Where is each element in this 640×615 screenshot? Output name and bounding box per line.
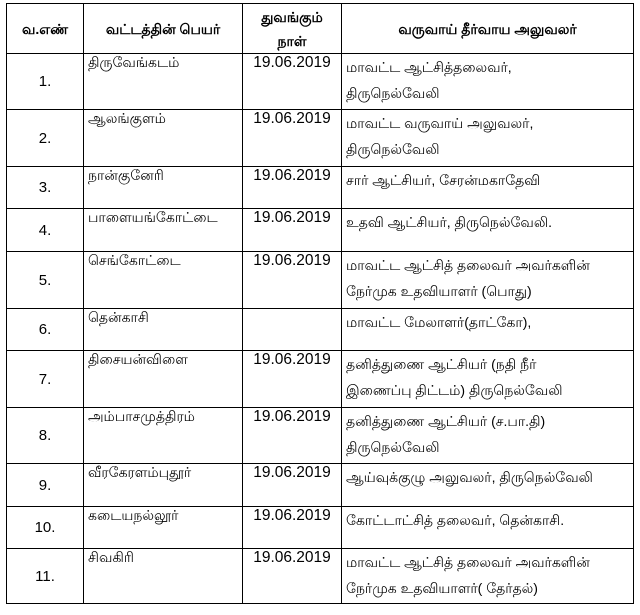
officer-line: நேர்முக உதவியாளர் (பொது) [346, 283, 532, 299]
header-officer: வருவாய் தீர்வாய அலுவலர் [342, 4, 634, 54]
revenue-officer [342, 54, 634, 110]
circle-name: திசையன்விளை [84, 351, 243, 408]
revenue-officer [342, 549, 634, 604]
officer-line: திருநெல்வேலி [346, 85, 440, 101]
header-start-date-line1: துவங்கும் [261, 8, 323, 25]
officer-line: தனித்துணை ஆட்சியர் (நதி நீர் [346, 356, 537, 372]
start-date: 19.06.2019 [243, 351, 342, 408]
start-date: 19.06.2019 [243, 209, 342, 252]
header-row [7, 4, 634, 54]
circle-name: தென்காசி [84, 309, 243, 351]
table-body [7, 54, 634, 604]
row-number: 1. [7, 54, 84, 110]
start-date: 19.06.2019 [243, 408, 342, 464]
circle-name: பாளையங்கோட்டை [84, 209, 243, 252]
revenue-officer [342, 110, 634, 167]
start-date: 19.06.2019 [243, 507, 342, 549]
officer-line: தனித்துணை ஆட்சியர் (ச.பா.தி) [346, 413, 546, 429]
start-date [243, 309, 342, 351]
header-circle: வட்டத்தின் பெயர் [84, 4, 243, 54]
revenue-officer [342, 209, 634, 252]
revenue-officer [342, 309, 634, 351]
start-date: 19.06.2019 [243, 110, 342, 167]
header-start-date [243, 4, 342, 54]
row-number: 7. [7, 351, 84, 408]
table-row [7, 309, 634, 351]
officer-line: ஆய்வுக்குழு அலுவலர், திருநெல்வேலி [346, 469, 593, 485]
revenue-officer [342, 408, 634, 464]
officer-line: திருநெல்வேலி [346, 439, 440, 455]
start-date: 19.06.2019 [243, 167, 342, 209]
table-row [7, 167, 634, 209]
officer-line: மாவட்ட வருவாய் அலுவலர், [346, 115, 534, 131]
officer-line: உதவி ஆட்சியர், திருநெல்வேலி. [346, 214, 552, 230]
row-number: 3. [7, 167, 84, 209]
row-number: 2. [7, 110, 84, 167]
table-row [7, 209, 634, 252]
table-row [7, 549, 634, 604]
table-row [7, 408, 634, 464]
header-serial: வ.எண் [7, 4, 84, 54]
revenue-officer [342, 351, 634, 408]
circle-name: வீரகேரளம்புதூர் [84, 464, 243, 507]
start-date: 19.06.2019 [243, 252, 342, 309]
row-number: 6. [7, 309, 84, 351]
start-date: 19.06.2019 [243, 54, 342, 110]
table-row [7, 252, 634, 309]
circle-name: கடையநல்லூர் [84, 507, 243, 549]
circle-name: அம்பாசமுத்திரம் [84, 408, 243, 464]
circle-name: திருவேங்கடம் [84, 54, 243, 110]
table-row [7, 110, 634, 167]
officer-line: மாவட்ட ஆட்சித் தலைவர் அவர்களின் [346, 554, 590, 570]
officer-line: மாவட்ட ஆட்சித்தலைவர், [346, 59, 512, 75]
circle-name: நான்குனேரி [84, 167, 243, 209]
officer-line: நேர்முக உதவியாளர்( தேர்தல்) [346, 580, 538, 596]
table-row [7, 351, 634, 408]
table-row [7, 54, 634, 110]
row-number: 11. [7, 549, 84, 604]
row-number: 4. [7, 209, 84, 252]
row-number: 10. [7, 507, 84, 549]
row-number: 8. [7, 408, 84, 464]
officer-line: கோட்டாட்சித் தலைவர், தென்காசி. [346, 512, 565, 528]
table-row [7, 464, 634, 507]
start-date: 19.06.2019 [243, 464, 342, 507]
officer-line: சார் ஆட்சியர், சேரன்மகாதேவி [346, 172, 541, 188]
revenue-officer [342, 167, 634, 209]
circle-name: செங்கோட்டை [84, 252, 243, 309]
officer-line: மாவட்ட மேலாளர்(தாட்கோ), [346, 314, 532, 330]
revenue-officer [342, 464, 634, 507]
revenue-officer [342, 252, 634, 309]
officer-line: மாவட்ட ஆட்சித் தலைவர் அவர்களின் [346, 257, 590, 273]
start-date: 19.06.2019 [243, 549, 342, 604]
circle-name: ஆலங்குளம் [84, 110, 243, 167]
circle-name: சிவகிரி [84, 549, 243, 604]
officer-line: இணைப்பு திட்டம்) திருநெல்வேலி [346, 382, 563, 398]
officer-line: திருநெல்வேலி [346, 141, 440, 157]
row-number: 9. [7, 464, 84, 507]
row-number: 5. [7, 252, 84, 309]
table-row [7, 507, 634, 549]
schedule-table [6, 3, 634, 604]
header-start-date-line2: நாள் [277, 32, 307, 49]
revenue-officer [342, 507, 634, 549]
